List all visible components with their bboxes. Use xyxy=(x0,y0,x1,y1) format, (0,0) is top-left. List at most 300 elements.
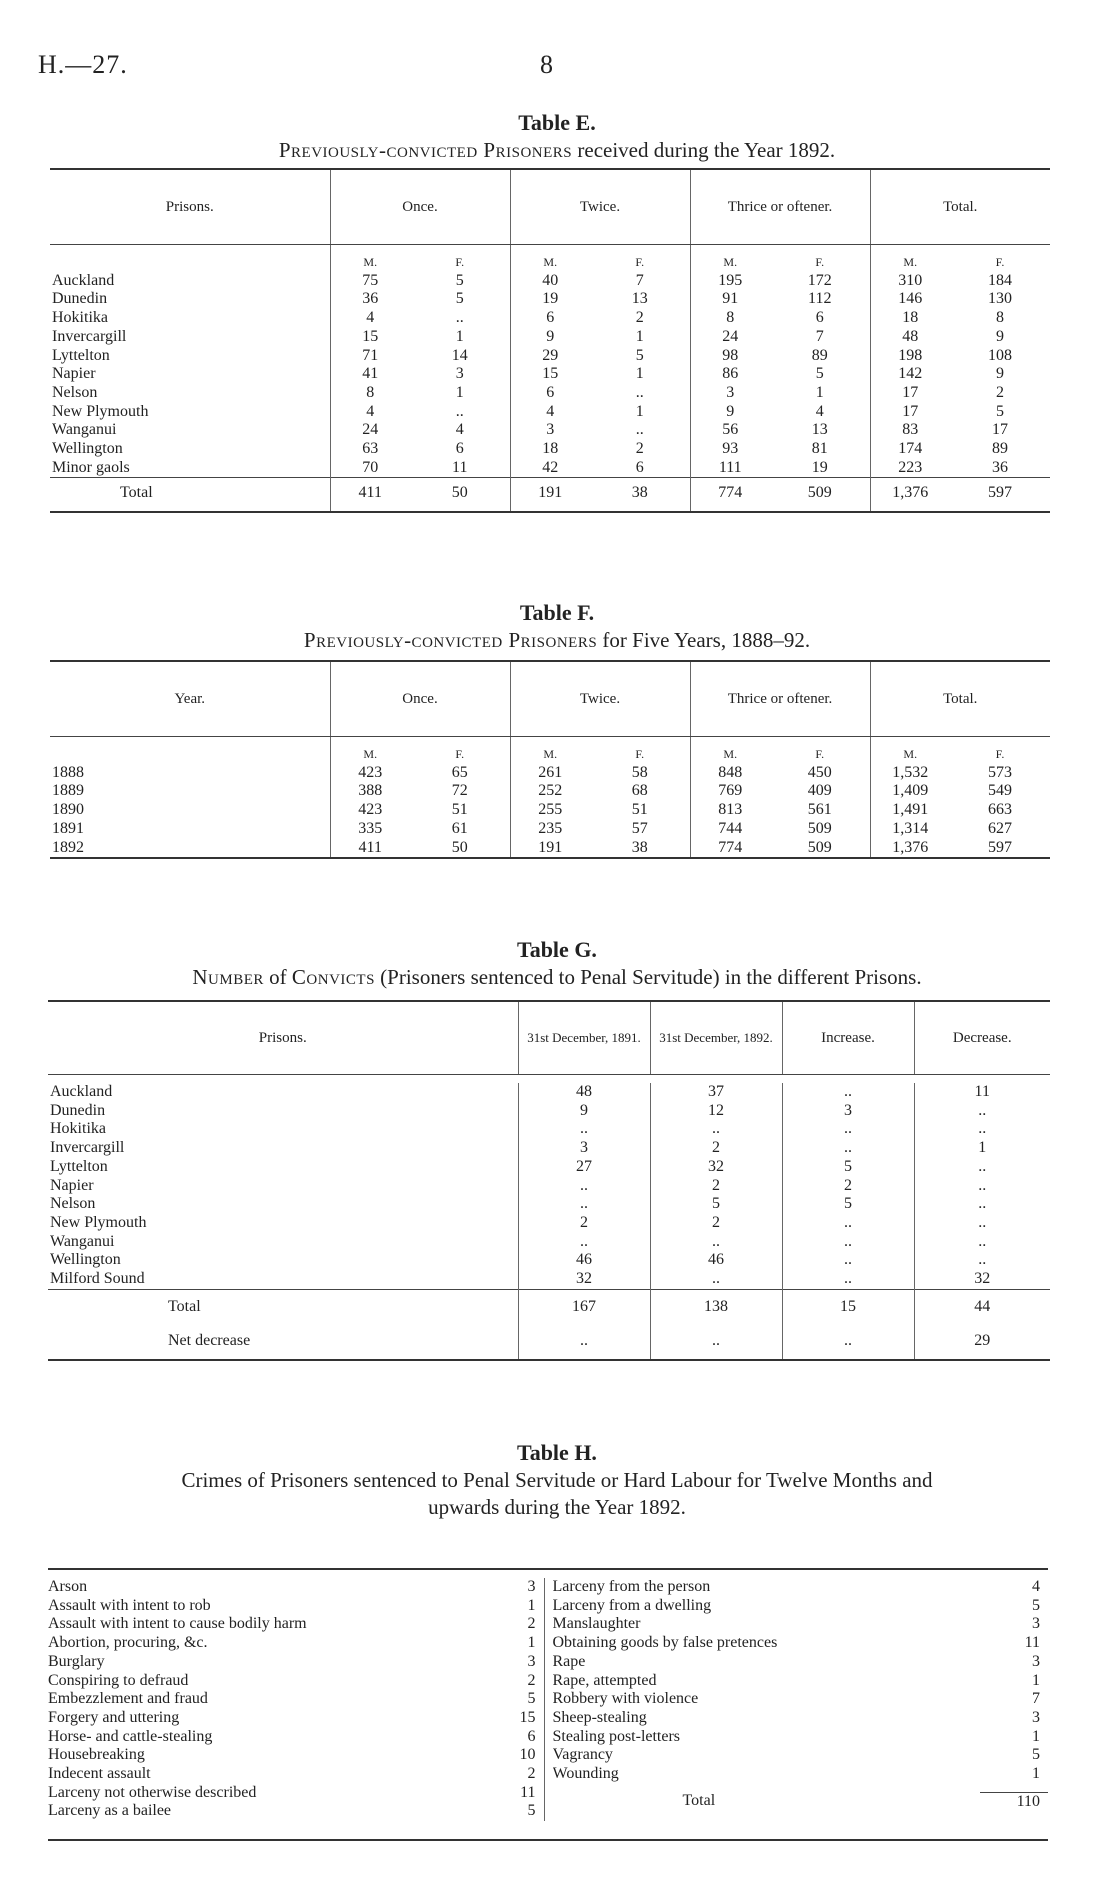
cell-value: 7 xyxy=(815,327,824,345)
female-label: F. xyxy=(995,747,1005,761)
cell-value: 71 xyxy=(330,347,410,366)
cell-value: 89 xyxy=(992,440,1008,458)
row-label: Wellington xyxy=(50,1251,121,1269)
row-label: Wellington xyxy=(52,440,123,458)
row-label: Hokitika xyxy=(52,309,108,327)
cell-value: 15 xyxy=(330,328,410,347)
cell-value: 111 xyxy=(690,459,770,478)
cell-value: .. xyxy=(914,1195,1050,1214)
cell-value: 46 xyxy=(518,1251,650,1270)
cell-value: 18 xyxy=(510,440,590,459)
net-value: .. xyxy=(650,1324,782,1360)
crime-row xyxy=(48,1690,544,1709)
table-row xyxy=(50,290,1050,309)
crime-row xyxy=(48,1634,544,1653)
crime-row xyxy=(553,1709,1049,1728)
cell-value: 18 xyxy=(870,309,950,328)
cell-value: .. xyxy=(914,1214,1050,1233)
cell-value: 27 xyxy=(518,1158,650,1177)
crime-count: 3 xyxy=(1032,1615,1040,1633)
cell-value: .. xyxy=(455,309,464,327)
female-label: F. xyxy=(635,747,645,761)
male-label: M. xyxy=(330,245,410,272)
crime-row xyxy=(48,1802,544,1821)
table-row xyxy=(50,820,1050,839)
crime-count: 3 xyxy=(1032,1652,1040,1670)
crime-row xyxy=(48,1784,544,1803)
cell-value: 663 xyxy=(988,801,1012,819)
crime-name: Stealing post-letters xyxy=(552,1727,681,1745)
table-row xyxy=(50,440,1050,459)
table-row xyxy=(48,1195,1050,1214)
cell-value: 2 xyxy=(996,383,1004,401)
cell-value: 37 xyxy=(650,1083,782,1102)
cell-value: .. xyxy=(782,1270,914,1289)
cell-value: 1 xyxy=(635,327,644,345)
mf-header-row xyxy=(50,737,1050,764)
row-label: 1890 xyxy=(52,801,84,819)
cell-value: 50 xyxy=(410,839,510,859)
table-g-caption xyxy=(0,937,1114,990)
crime-row xyxy=(553,1615,1049,1634)
cell-value: 4 xyxy=(815,402,824,420)
table-row xyxy=(48,1120,1050,1139)
total-value: 597 xyxy=(950,478,1050,512)
crime-count: 5 xyxy=(1032,1596,1040,1614)
net-value: 29 xyxy=(914,1324,1050,1360)
cell-value: 29 xyxy=(510,347,590,366)
table-g-title: Table G. xyxy=(517,937,597,962)
cell-value: .. xyxy=(914,1233,1050,1252)
table-row xyxy=(48,1214,1050,1233)
crime-count: 4 xyxy=(1032,1578,1040,1595)
mf-header-row xyxy=(50,245,1050,272)
crime-name: Vagrancy xyxy=(552,1746,613,1764)
total-label: Total xyxy=(50,478,330,512)
crime-name: Forgery and uttering xyxy=(48,1708,180,1726)
cell-value: .. xyxy=(635,421,644,439)
table-h-caption xyxy=(0,1440,1114,1520)
cell-value: 63 xyxy=(330,440,410,459)
table-f-title: Table F. xyxy=(519,600,595,625)
cell-value: 5 xyxy=(782,1195,914,1214)
cell-value: 310 xyxy=(870,272,950,291)
table-row xyxy=(50,365,1050,384)
cell-value: .. xyxy=(914,1158,1050,1177)
cell-value: 9 xyxy=(996,327,1004,345)
cell-value: 388 xyxy=(330,782,410,801)
crime-row xyxy=(48,1578,544,1597)
table-row xyxy=(48,1102,1050,1121)
female-label: F. xyxy=(635,255,645,269)
cell-value: 2 xyxy=(650,1139,782,1158)
crime-row xyxy=(553,1690,1049,1709)
cell-value: .. xyxy=(518,1195,650,1214)
cell-value: 1 xyxy=(815,383,824,401)
cell-value: 1,376 xyxy=(870,839,950,859)
crime-count: 11 xyxy=(1024,1634,1040,1652)
cell-value: 5 xyxy=(782,1158,914,1177)
cell-value: 19 xyxy=(510,290,590,309)
female-label: F. xyxy=(815,255,825,269)
cell-value: 744 xyxy=(690,820,770,839)
cell-value: 1,409 xyxy=(870,782,950,801)
cell-value: 5 xyxy=(455,290,464,308)
cell-value: 235 xyxy=(510,820,590,839)
col-twice: Twice. xyxy=(510,169,690,245)
crime-name: Obtaining goods by false pretences xyxy=(552,1634,778,1652)
cell-value: 2 xyxy=(635,440,644,458)
table-h xyxy=(48,1568,1048,1841)
cell-value: 261 xyxy=(510,764,590,783)
cell-value: 56 xyxy=(690,421,770,440)
row-label: 1891 xyxy=(52,819,84,837)
cell-value: .. xyxy=(518,1233,650,1252)
cell-value: 93 xyxy=(690,440,770,459)
cell-value: 8 xyxy=(330,384,410,403)
cell-value: 5 xyxy=(650,1195,782,1214)
cell-value: 6 xyxy=(510,384,590,403)
row-label: Napier xyxy=(50,1176,94,1194)
table-h-left-column xyxy=(48,1578,544,1821)
total-value: 411 xyxy=(330,478,410,512)
col-increase: Increase. xyxy=(782,1001,914,1075)
net-row xyxy=(48,1324,1050,1360)
male-label: M. xyxy=(330,737,410,764)
cell-value: 409 xyxy=(807,782,832,800)
cell-value: 8 xyxy=(996,309,1004,327)
female-label: F. xyxy=(455,255,465,269)
row-label: Nelson xyxy=(50,1195,96,1213)
net-value: .. xyxy=(518,1324,650,1360)
total-value: 774 xyxy=(690,478,770,512)
col-thrice: Thrice or oftener. xyxy=(690,169,870,245)
cell-value: 198 xyxy=(870,347,950,366)
male-label: M. xyxy=(690,245,770,272)
cell-value: 6 xyxy=(510,309,590,328)
table-row xyxy=(48,1083,1050,1102)
table-g-subtitle: Number of Convicts (Prisoners sentenced to Penal Servitude) in the different Prisons. xyxy=(192,965,922,989)
cell-value: 6 xyxy=(635,458,644,476)
cell-value: 9 xyxy=(510,328,590,347)
crime-row xyxy=(48,1728,544,1747)
crime-name: Rape xyxy=(552,1652,586,1670)
table-row xyxy=(48,1270,1050,1289)
cell-value: 12 xyxy=(650,1102,782,1121)
cell-value: 848 xyxy=(690,764,770,783)
cell-value: 15 xyxy=(510,365,590,384)
table-f-caption xyxy=(0,600,1114,653)
row-label: Minor gaols xyxy=(52,458,130,476)
crime-count: 2 xyxy=(527,1671,536,1689)
table-g xyxy=(48,1000,1050,1361)
cell-value: 1 xyxy=(635,365,644,383)
cell-value: .. xyxy=(635,383,644,401)
crime-name: Housebreaking xyxy=(48,1746,145,1764)
table-h-subtitle-line1: Crimes of Prisoners sentenced to Penal Servitude or Hard Labour for Twelve Months and xyxy=(181,1468,933,1492)
row-label: Milford Sound xyxy=(50,1270,145,1288)
cell-value: 255 xyxy=(510,801,590,820)
crime-name: Wounding xyxy=(552,1765,619,1783)
cell-value: 142 xyxy=(870,365,950,384)
cell-value: 51 xyxy=(631,801,648,819)
cell-value: 46 xyxy=(650,1251,782,1270)
cell-value: 108 xyxy=(988,346,1012,364)
cell-value: 423 xyxy=(330,764,410,783)
crime-count: 5 xyxy=(527,1802,536,1820)
cell-value: 4 xyxy=(330,403,410,422)
table-row xyxy=(50,309,1050,328)
crime-count: 5 xyxy=(527,1690,536,1708)
cell-value: 13 xyxy=(811,421,828,439)
cell-value: .. xyxy=(650,1270,782,1289)
crime-name: Larceny from a dwelling xyxy=(552,1596,712,1614)
crime-row xyxy=(48,1765,544,1784)
cell-value: .. xyxy=(914,1177,1050,1196)
row-label: Wanganui xyxy=(50,1232,115,1250)
cell-value: 509 xyxy=(770,839,870,859)
cell-value: 11 xyxy=(452,458,468,476)
cell-value: 174 xyxy=(870,440,950,459)
total-value: 44 xyxy=(914,1289,1050,1324)
row-label: Invercargill xyxy=(52,327,127,345)
col-dec-1891: 31st December, 1891. xyxy=(518,1001,650,1075)
table-row xyxy=(50,421,1050,440)
total-label: Total xyxy=(48,1289,518,1324)
cell-value: .. xyxy=(782,1083,914,1102)
male-label: M. xyxy=(870,245,950,272)
cell-value: .. xyxy=(518,1120,650,1139)
row-label: Auckland xyxy=(52,271,115,289)
table-row xyxy=(50,347,1050,366)
male-label: M. xyxy=(690,737,770,764)
page-number: 8 xyxy=(540,50,553,79)
table-f xyxy=(50,660,1050,859)
cell-value: 1,491 xyxy=(870,801,950,820)
col-twice: Twice. xyxy=(510,661,690,737)
total-value: 138 xyxy=(650,1289,782,1324)
cell-value: 11 xyxy=(914,1083,1050,1102)
cell-value: 774 xyxy=(690,839,770,859)
cell-value: 9 xyxy=(996,365,1004,383)
crime-count: 3 xyxy=(1032,1708,1040,1726)
cell-value: 19 xyxy=(811,458,828,476)
female-label: F. xyxy=(995,255,1005,269)
crime-count: 2 xyxy=(527,1615,536,1633)
table-row xyxy=(48,1158,1050,1177)
cell-value: 3 xyxy=(510,421,590,440)
col-decrease: Decrease. xyxy=(914,1001,1050,1075)
cell-value: 769 xyxy=(690,782,770,801)
crime-name: Conspiring to defraud xyxy=(48,1671,189,1689)
cell-value: 813 xyxy=(690,801,770,820)
cell-value: 98 xyxy=(690,347,770,366)
table-e-title: Table E. xyxy=(518,110,596,135)
cell-value: 2 xyxy=(635,309,644,327)
crime-count: 5 xyxy=(1032,1746,1040,1764)
table-h-right-column xyxy=(544,1578,1049,1821)
crime-name: Robbery with violence xyxy=(552,1690,699,1708)
cell-value: 4 xyxy=(330,309,410,328)
cell-value: 42 xyxy=(510,459,590,478)
cell-value: 65 xyxy=(451,763,468,781)
crime-row xyxy=(553,1578,1049,1597)
crime-count: 1 xyxy=(1032,1671,1040,1689)
cell-value: 223 xyxy=(870,459,950,478)
cell-value: 252 xyxy=(510,782,590,801)
cell-value: 1 xyxy=(455,383,464,401)
total-value: 38 xyxy=(590,478,690,512)
table-h-title: Table H. xyxy=(517,1440,597,1465)
cell-value: 573 xyxy=(988,763,1012,781)
crime-name: Abortion, procuring, &c. xyxy=(48,1634,208,1652)
cell-value: 24 xyxy=(330,421,410,440)
cell-value: 184 xyxy=(988,271,1012,289)
table-row xyxy=(50,801,1050,820)
cell-value: 32 xyxy=(650,1158,782,1177)
row-label: New Plymouth xyxy=(50,1213,147,1231)
crime-row xyxy=(48,1597,544,1616)
cell-value: 89 xyxy=(811,346,828,364)
crime-row xyxy=(553,1634,1049,1653)
male-label: M. xyxy=(870,737,950,764)
crime-count: 7 xyxy=(1032,1690,1040,1708)
cell-value: 32 xyxy=(518,1270,650,1289)
col-prisons: Prisons. xyxy=(48,1001,518,1075)
cell-value: .. xyxy=(782,1139,914,1158)
crime-count: 1 xyxy=(527,1634,536,1652)
total-label: Total xyxy=(682,1791,716,1809)
cell-value: 4 xyxy=(510,403,590,422)
cell-value: 9 xyxy=(518,1102,650,1121)
crime-name: Assault with intent to cause bodily harm xyxy=(48,1615,307,1633)
cell-value: 38 xyxy=(590,839,690,859)
cell-value: 14 xyxy=(451,346,468,364)
row-label: Dunedin xyxy=(50,1101,106,1119)
cell-value: 13 xyxy=(631,290,648,308)
table-row xyxy=(50,272,1050,291)
cell-value: .. xyxy=(914,1251,1050,1270)
cell-value: .. xyxy=(650,1233,782,1252)
cell-value: 2 xyxy=(650,1177,782,1196)
col-year: Year. xyxy=(50,661,330,737)
cell-value: .. xyxy=(782,1214,914,1233)
cell-value: 1,532 xyxy=(870,764,950,783)
col-total: Total. xyxy=(870,169,1050,245)
row-label: Wanganui xyxy=(52,421,117,439)
table-e-caption xyxy=(0,110,1114,163)
cell-value: 597 xyxy=(950,839,1050,859)
col-thrice: Thrice or oftener. xyxy=(690,661,870,737)
total-value: 191 xyxy=(510,478,590,512)
cell-value: 2 xyxy=(782,1177,914,1196)
table-row xyxy=(48,1233,1050,1252)
cell-value: 6 xyxy=(455,440,464,458)
cell-value: 3 xyxy=(455,365,464,383)
cell-value: 172 xyxy=(807,271,832,289)
cell-value: 51 xyxy=(451,801,468,819)
cell-value: 423 xyxy=(330,801,410,820)
cell-value: 72 xyxy=(451,782,468,800)
crime-count: 11 xyxy=(520,1783,536,1801)
cell-value: .. xyxy=(782,1233,914,1252)
male-label: M. xyxy=(510,737,590,764)
row-label: Napier xyxy=(52,365,96,383)
row-label: Auckland xyxy=(50,1083,113,1100)
table-e-subtitle: Previously-convicted Prisoners received during the Year 1892. xyxy=(278,138,836,162)
crime-name: Sheep-stealing xyxy=(552,1708,647,1726)
crime-row xyxy=(48,1653,544,1672)
cell-value: 195 xyxy=(690,272,770,291)
cell-value: 8 xyxy=(690,309,770,328)
cell-value: 1 xyxy=(635,402,644,420)
cell-value: 86 xyxy=(690,365,770,384)
cell-value: .. xyxy=(455,402,464,420)
cell-value: 17 xyxy=(992,421,1008,439)
cell-value: 2 xyxy=(518,1214,650,1233)
total-row xyxy=(50,478,1050,512)
row-label: 1888 xyxy=(52,763,84,781)
cell-value: 5 xyxy=(815,365,824,383)
row-label: Hokitika xyxy=(50,1120,106,1138)
crime-count: 3 xyxy=(527,1652,536,1670)
cell-value: .. xyxy=(914,1102,1050,1121)
cell-value: 9 xyxy=(690,403,770,422)
cell-value: 17 xyxy=(870,403,950,422)
cell-value: 36 xyxy=(330,290,410,309)
total-value: 1,376 xyxy=(870,478,950,512)
crime-name: Burglary xyxy=(48,1652,105,1670)
cell-value: 1,314 xyxy=(870,820,950,839)
crime-row xyxy=(553,1597,1049,1616)
total-value: 50 xyxy=(410,478,510,512)
cell-value: 70 xyxy=(330,459,410,478)
crime-row xyxy=(553,1672,1049,1691)
total-value: 110 xyxy=(980,1792,1048,1812)
cell-value: 450 xyxy=(807,763,832,781)
cell-value: 83 xyxy=(870,421,950,440)
cell-value: 48 xyxy=(518,1083,650,1102)
table-row xyxy=(48,1251,1050,1270)
cell-value: 17 xyxy=(870,384,950,403)
col-prisons: Prisons. xyxy=(50,169,330,245)
cell-value: 6 xyxy=(815,309,824,327)
crime-name: Arson xyxy=(48,1578,88,1595)
cell-value: .. xyxy=(782,1251,914,1270)
cell-value: 1 xyxy=(914,1139,1050,1158)
cell-value: 112 xyxy=(808,290,832,308)
crime-row xyxy=(48,1746,544,1765)
cell-value: 549 xyxy=(988,782,1012,800)
table-row xyxy=(50,782,1050,801)
crime-name: Indecent assault xyxy=(48,1765,151,1783)
crime-name: Larceny from the person xyxy=(552,1578,711,1595)
cell-value: 41 xyxy=(330,365,410,384)
cell-value: .. xyxy=(782,1120,914,1139)
cell-value: 146 xyxy=(870,290,950,309)
cell-value: .. xyxy=(650,1120,782,1139)
row-label: Lyttelton xyxy=(50,1157,108,1175)
cell-value: 24 xyxy=(690,328,770,347)
col-once: Once. xyxy=(330,169,510,245)
crime-row xyxy=(553,1653,1049,1672)
row-label: Nelson xyxy=(52,383,98,401)
series-number: H.—27. xyxy=(38,50,128,79)
crime-row xyxy=(553,1728,1049,1747)
table-h-subtitle-line2: upwards during the Year 1892. xyxy=(428,1495,686,1519)
male-label: M. xyxy=(510,245,590,272)
cell-value: 7 xyxy=(635,271,644,289)
